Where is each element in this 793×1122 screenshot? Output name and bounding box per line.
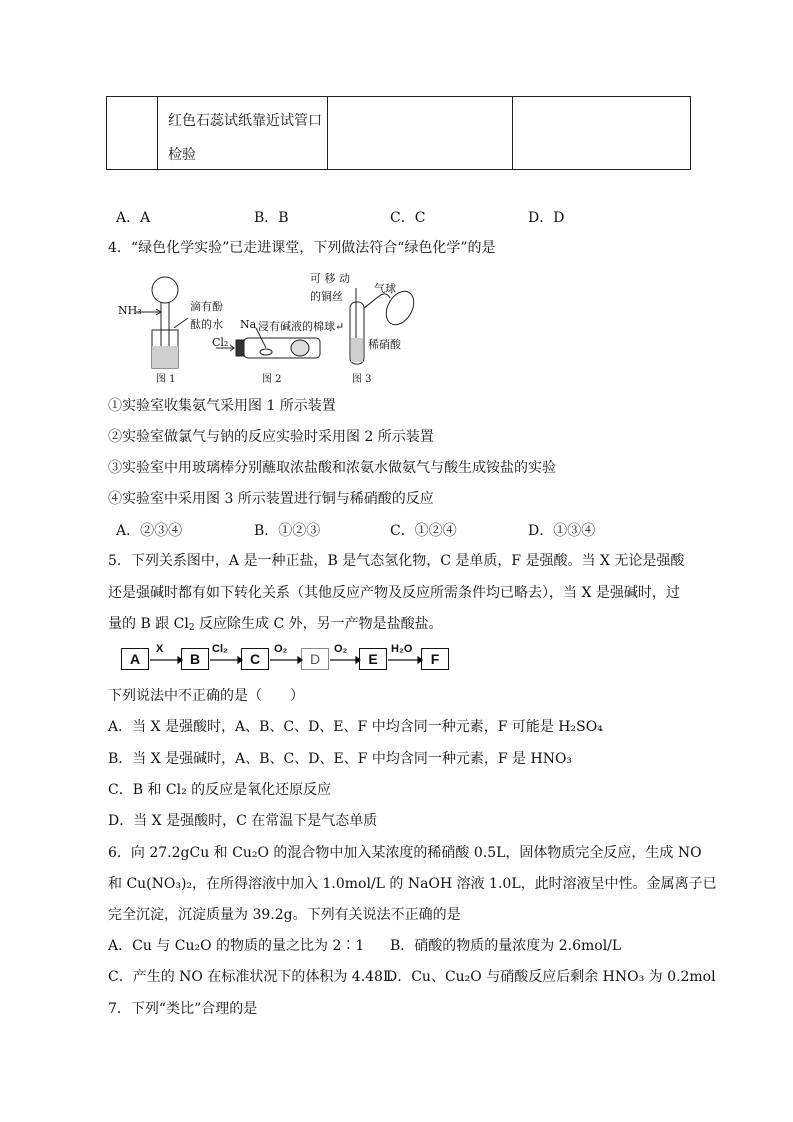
fig3-acid-label: 稀硝酸: [368, 338, 401, 351]
fig1-caption: 图 1: [156, 374, 176, 385]
q7-stem: 7．下列“类比”合理的是: [108, 1001, 258, 1017]
q5-stem-line-1: 5．下列关系图中，A 是一种正盐，B 是气态氢化物，C 是单质，F 是强酸。当 X 无论是强酸: [108, 553, 685, 569]
fig3-balloon-label: 气球: [374, 282, 396, 295]
q4-stem: 4．“绿色化学实验”已走进课堂，下列做法符合“绿色化学”的是: [108, 240, 496, 256]
chain-box-b: B: [181, 648, 209, 670]
q6-option-a[interactable]: A．Cu 与 Cu₂O 的物质的量之比为 2∶1: [108, 938, 365, 954]
chain-box-c: C: [241, 648, 269, 670]
fig3-movable-label-1: 可 移 动: [310, 272, 350, 285]
q5-option-c[interactable]: C．B 和 Cl₂ 的反应是氧化还原反应: [108, 782, 332, 798]
chain-label-o2-1: O₂: [274, 643, 288, 655]
q4-option-a[interactable]: A．②③④: [116, 523, 183, 539]
q3-option-a[interactable]: A．A: [116, 210, 151, 226]
q6-stem-line-1: 6．向 27.2gCu 和 Cu₂O 的混合物中加入某浓度的稀硝酸 0.5L，固体物质完全反应，生成 NO: [108, 845, 702, 861]
q5-stem-line-3: 量的 B 跟 $Cl_2$ 反应除生成 C 外，另一产物是盐酸盐。: [108, 616, 443, 633]
q3-option-c[interactable]: C．C: [390, 210, 426, 226]
fig1-drip-label-1: 滴有酚: [190, 300, 223, 313]
q6-option-c[interactable]: C．产生的 NO 在标准状况下的体积为 4.48L: [108, 969, 393, 985]
chain-box-a: A: [121, 648, 149, 670]
fig2-na-label: Na: [240, 318, 257, 331]
chain-box-f: F: [421, 648, 449, 670]
fig3-caption: 图 3: [352, 374, 372, 385]
q5-option-d[interactable]: D．当 X 是强酸时，C 在常温下是气态单质: [108, 813, 378, 829]
chain-box-d: D: [301, 648, 329, 670]
q6-option-b[interactable]: B．硝酸的物质的量浓度为 2.6mol/L: [390, 938, 622, 954]
fig2-caption: 图 2: [262, 374, 282, 385]
fig1-drip-label-2: 酞的水: [190, 318, 223, 331]
fig2-soaked-label: 浸有碱液的棉球↵: [258, 320, 345, 333]
q5-option-a[interactable]: A．当 X 是强酸时，A、B、C、D、E、F 中均含同一种元素，F 可能是 H₂SO₄: [108, 719, 603, 735]
q6-stem-line-2: 和 Cu(NO₃)₂，在所得溶液中加入 1.0mol/L 的 NaOH 溶液 1.0L，此时溶液呈中性。金属离子已: [108, 876, 717, 892]
q3-option-d[interactable]: D．D: [528, 210, 565, 226]
q4-item-2: ②实验室做氯气与钠的反应实验时采用图 2 所示装置: [108, 429, 434, 445]
q6-option-d[interactable]: D．Cu、Cu₂O 与硝酸反应后剩余 HNO₃ 为 0.2mol: [386, 969, 716, 985]
chain-label-x: X: [156, 643, 164, 655]
chain-label-o2-2: O₂: [334, 643, 348, 655]
q4-option-b[interactable]: B．①②③: [254, 523, 321, 539]
q5-option-b[interactable]: B．当 X 是强碱时，A、B、C、D、E、F 中均含同一种元素，F 是 HNO₃: [108, 751, 573, 767]
q4-option-c[interactable]: C．①②④: [390, 523, 457, 539]
chain-label-cl2: Cl₂: [212, 643, 228, 655]
q4-option-d[interactable]: D．①③④: [528, 523, 596, 539]
q4-item-1: ①实验室收集氨气采用图 1 所示装置: [108, 398, 336, 414]
q3-option-b[interactable]: B．B: [254, 210, 289, 226]
fig2-cl2-label: Cl₂: [212, 336, 229, 349]
q6-stem-line-3: 完全沉淀，沉淀质量为 39.2g。下列有关说法不正确的是: [108, 907, 461, 923]
cell-line-1: 红色石蕊试纸靠近试管口: [168, 113, 322, 129]
cell-line-2: 检验: [168, 147, 196, 163]
q5-question: 下列说法中不正确的是（ ）: [108, 688, 304, 704]
q4-item-4: ④实验室中采用图 3 所示装置进行铜与稀硝酸的反应: [108, 491, 434, 507]
chain-label-h2o: H₂O: [391, 643, 413, 655]
q5-stem-line-2: 还是强碱时都有如下转化关系（其他反应产物及反应所需条件均已略去），当 X 是强碱时，过: [108, 585, 680, 601]
chain-box-e: E: [359, 648, 387, 670]
fig1-nh3-label: NH₃: [118, 304, 142, 317]
q4-item-3: ③实验室中用玻璃棒分别蘸取浓盐酸和浓氨水做氨气与酸生成铵盐的实验: [108, 460, 556, 476]
fig3-movable-label-2: 的铜丝: [310, 290, 343, 303]
